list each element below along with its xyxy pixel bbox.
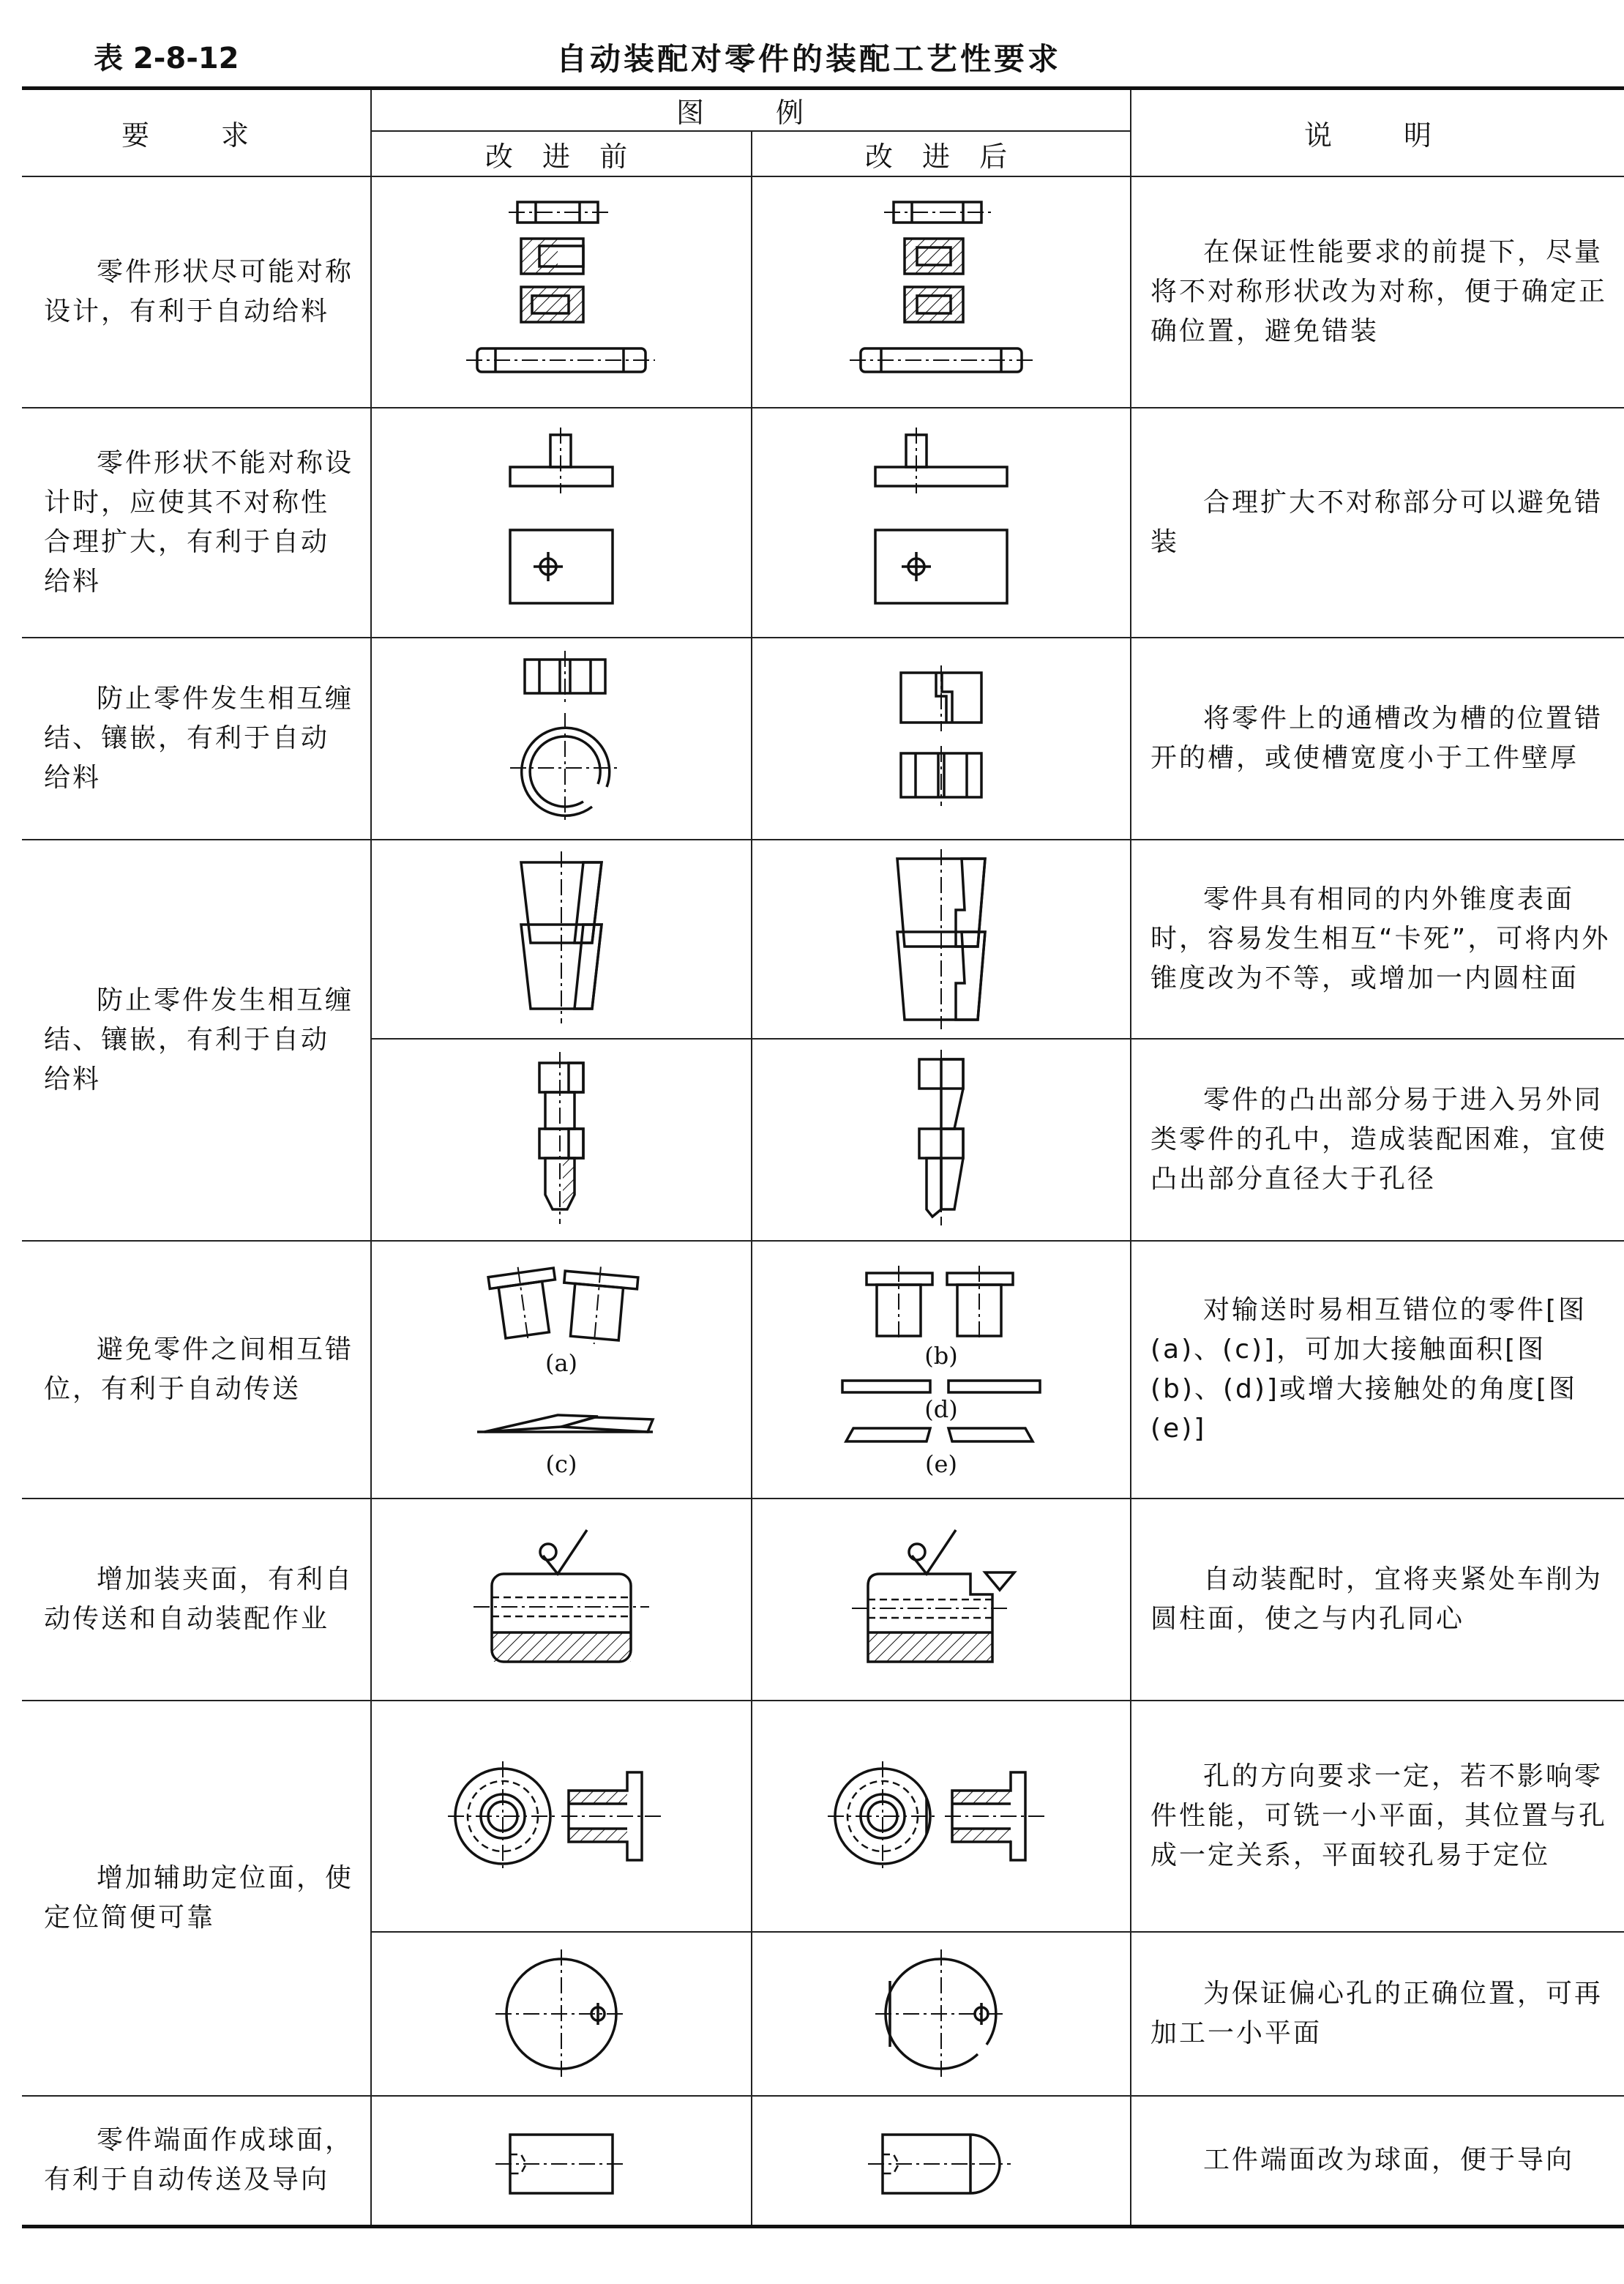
eccentric-hole-before-drawing	[481, 1941, 642, 2087]
description-cell: 在保证性能要求的前提下，尽量将不对称形状改为对称，便于确定正确位置，避免错装	[1131, 176, 1624, 408]
requirement-cell: 零件端面作成球面，有利于自动传送及导向	[22, 2096, 371, 2226]
flange-part-after-drawing	[824, 1728, 1058, 1904]
spherical-end-part-after-drawing	[861, 2109, 1022, 2212]
description-cell: 为保证偏心孔的正确位置，可再加工一小平面	[1131, 1932, 1624, 2096]
flat-end-part-before-drawing	[481, 2109, 642, 2212]
requirement-cell: 零件形状尽可能对称设计，有利于自动给料	[22, 176, 371, 408]
description-cell: 工件端面改为球面，便于导向	[1131, 2096, 1624, 2226]
clamping-part-after-drawing	[846, 1515, 1036, 1684]
sub-figure-label-c: (c)	[545, 1450, 577, 1478]
header-description: 说 明	[1131, 89, 1624, 177]
taper-parts-before-drawing	[481, 848, 642, 1031]
protrusion-parts-after-drawing	[861, 1048, 1022, 1231]
split-ring-before-drawing	[481, 651, 642, 826]
requirement-cell: 防止零件发生相互缠结、镶嵌，有利于自动给料	[22, 840, 371, 1241]
header-figure: 图 例	[371, 89, 1131, 132]
description-cell: 合理扩大不对称部分可以避免错装	[1131, 408, 1624, 638]
figure-after	[752, 1932, 1131, 2096]
asymmetric-plate-before-drawing	[481, 428, 642, 618]
figure-after	[752, 176, 1131, 408]
aligned-parts-after-drawing	[824, 1253, 1058, 1487]
figure-after	[752, 638, 1131, 840]
figure-before	[371, 1039, 752, 1241]
description-cell: 将零件上的通槽改为槽的位置错开的槽，或使槽宽度小于工件壁厚	[1131, 638, 1624, 840]
figure-before	[371, 408, 752, 638]
header-before: 改 进 前	[371, 131, 752, 176]
assembly-requirements-table	[22, 86, 1624, 2228]
figure-after	[752, 1039, 1131, 1241]
figure-after	[752, 840, 1131, 1039]
figure-before	[371, 176, 752, 408]
document-header	[0, 0, 1624, 81]
table-title: 自动装配对零件的装配工艺性要求	[556, 41, 1062, 77]
figure-before	[371, 1701, 752, 1932]
figure-before	[371, 2096, 752, 2226]
description-cell: 自动装配时，宜将夹紧处车削为圆柱面，使之与内孔同心	[1131, 1499, 1624, 1701]
table-number: 表 2-8-12	[94, 42, 239, 75]
misaligned-parts-before-drawing	[466, 1253, 656, 1487]
symmetric-parts-after-drawing	[846, 193, 1036, 391]
requirement-cell: 防止零件发生相互缠结、镶嵌，有利于自动给料	[22, 638, 371, 840]
sub-figure-label-b: (b)	[924, 1342, 958, 1370]
eccentric-hole-after-drawing	[861, 1941, 1022, 2087]
figure-before	[371, 1932, 752, 2096]
asymmetric-plate-after-drawing	[861, 428, 1022, 618]
requirement-cell: 增加装夹面，有利自动传送和自动装配作业	[22, 1499, 371, 1701]
requirement-cell: 零件形状不能对称设计时，应使其不对称性合理扩大，有利于自动给料	[22, 408, 371, 638]
sub-figure-label-d: (d)	[924, 1395, 958, 1423]
figure-after	[752, 2096, 1131, 2226]
description-cell: 孔的方向要求一定，若不影响零件性能，可铣一小平面，其位置与孔成一定关系，平面较孔易于定位	[1131, 1701, 1624, 1932]
figure-after	[752, 408, 1131, 638]
figure-before	[371, 1241, 752, 1499]
description-cell: 零件具有相同的内外锥度表面时，容易发生相互“卡死”，可将内外锥度改为不等，或增加一内圆柱面	[1131, 840, 1624, 1039]
requirement-cell: 避免零件之间相互错位，有利于自动传送	[22, 1241, 371, 1499]
taper-parts-after-drawing	[861, 848, 1022, 1031]
header-after: 改 进 后	[752, 131, 1131, 176]
figure-before	[371, 840, 752, 1039]
figure-before	[371, 638, 752, 840]
description-cell: 对输送时易相互错位的零件[图(a)、(c)]，可加大接触面积[图(b)、(d)]或增大接触处的角度[图(e)]	[1131, 1241, 1624, 1499]
protrusion-parts-before-drawing	[481, 1048, 642, 1231]
staggered-slots-after-drawing	[861, 651, 1022, 826]
figure-after	[752, 1499, 1131, 1701]
figure-before	[371, 1499, 752, 1701]
sub-figure-label-e: (e)	[925, 1450, 957, 1478]
symmetric-parts-before-drawing	[466, 193, 656, 391]
description-cell: 零件的凸出部分易于进入另外同类零件的孔中，造成装配困难，宜使凸出部分直径大于孔径	[1131, 1039, 1624, 1241]
flange-part-before-drawing	[444, 1728, 678, 1904]
figure-after	[752, 1241, 1131, 1499]
figure-after	[752, 1701, 1131, 1932]
requirement-cell: 增加辅助定位面，使定位简便可靠	[22, 1701, 371, 2096]
sub-figure-label-a: (a)	[545, 1349, 578, 1377]
header-requirement: 要 求	[22, 89, 371, 177]
clamping-part-before-drawing	[466, 1515, 656, 1684]
